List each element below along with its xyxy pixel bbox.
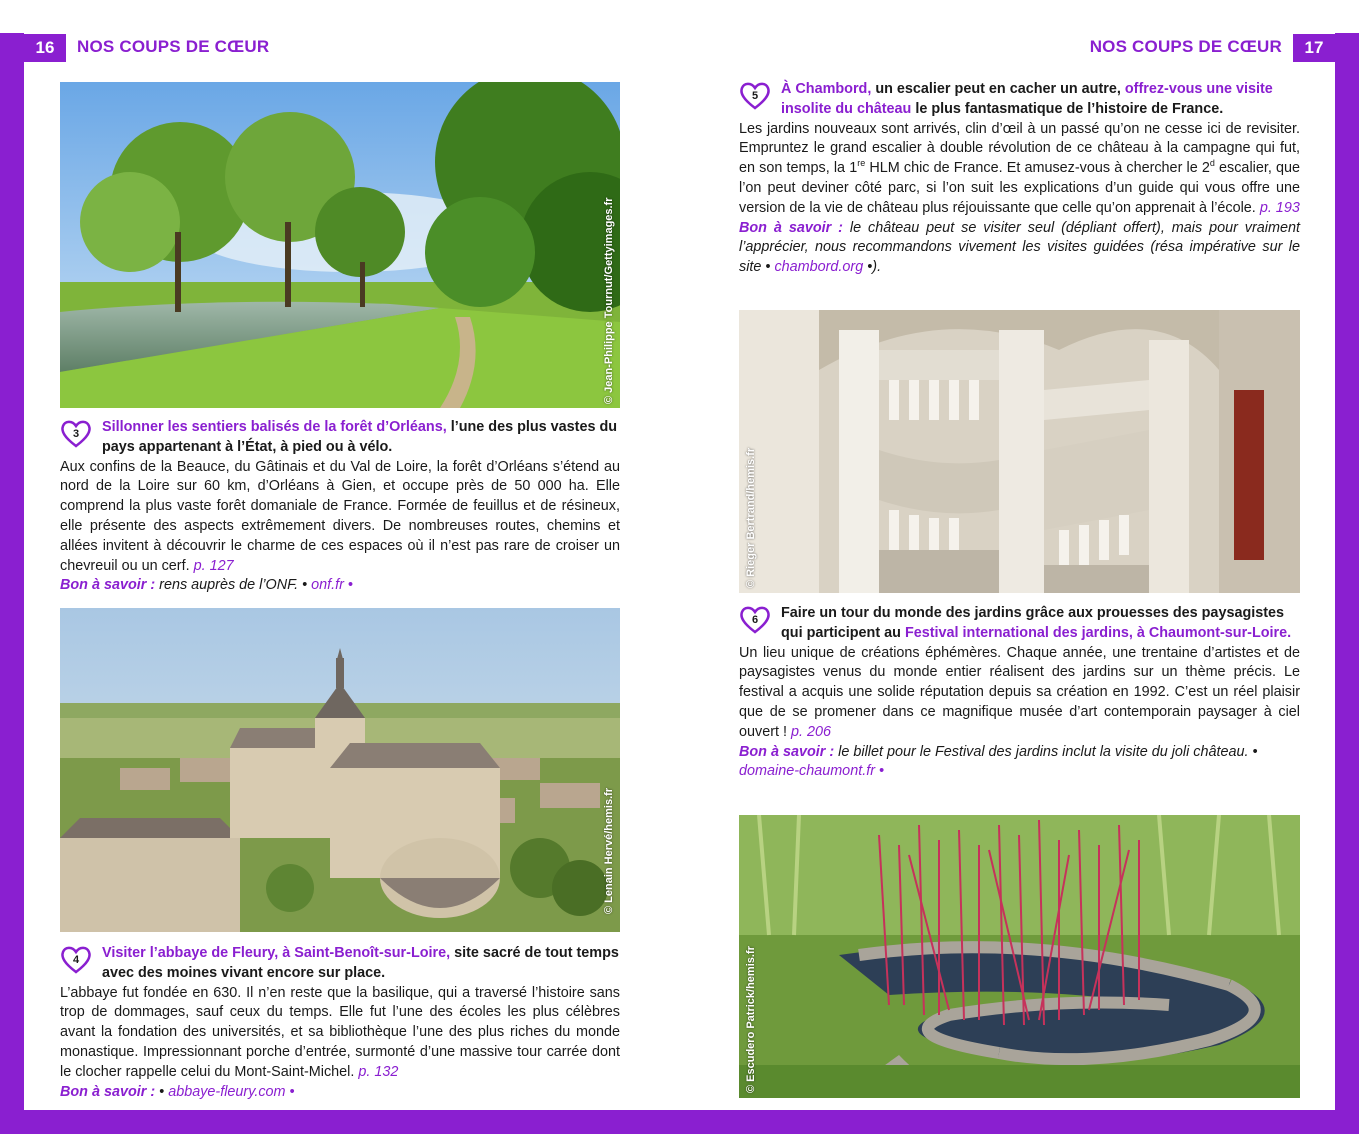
entry-3-heading: 3 Sillonner les sentiers balisés de la forêt d’Orléans, l’une des plus vastes du pays appartenant à l’État, à pied ou à vélo. [60, 418, 620, 458]
entry-5-body: Les jardins nouveaux sont arrivés, clin d’œil à un passé qu’on ne cesse ici de revisiter. Empruntez le grand escalier à double révolution de ce château à la campagne qui fut, en son temps, la 1re HLM chic de France. Et amusez-vous à chercher le 2$^d$ escalier, que l’on peut deviner côté parc, si l’on suit les explications d’un guide qui vous offre une version de la vie de château plus réjouissante que celle qu’on apprenait à l’école. p. 193 [739, 120, 1300, 216]
left-page-border [0, 33, 24, 1134]
entry-5-tip: Bon à savoir : le château peut se visiter seul (dépliant offert), mais pour vraiment l’apprécier, nous recommandons vivement les visites guidées (résa impérative sur le site • chambord.org •). [739, 219, 1300, 276]
garden-photo [739, 815, 1300, 1098]
entry-6-tip: Bon à savoir : le billet pour le Festival des jardins inclut la visite du joli château. • domaine-chaumont.fr • [739, 743, 1258, 780]
page-reference[interactable]: p. 193 [1259, 199, 1300, 216]
entry-4 [60, 944, 620, 1102]
entry-4-body: L’abbaye fut fondée en 630. Il n’en reste que la basilique, qui a traversé l’histoire sans trop de dommages, sauf ceux du temps. Elle fut l’une des écoles les plus célèbres avant la fondation des universités, et sa bibliothèque l’une des plus riches du monde monastique. Impressionnant porche d’entrée, surmonté d’une massive tour carrée dont le clocher rappelle celui du Mont-Saint-Michel. p. 132 [60, 984, 620, 1080]
running-head-left: NOS COUPS DE CŒUR [77, 37, 270, 56]
website-link[interactable]: abbaye-fleury.com [168, 1083, 286, 1100]
website-link[interactable]: onf.fr [311, 577, 344, 594]
page-number-right: 17 [1293, 34, 1335, 62]
right-page-border [1335, 33, 1359, 1134]
entry-4-tip: Bon à savoir : • abbaye-fleury.com • [60, 1083, 295, 1100]
entry-3 [60, 418, 620, 596]
photo-credit-canal: © Jean-Philippe Tournut/Gettyimages.fr [603, 197, 615, 404]
canal-landscape-image [60, 82, 620, 408]
entry-5-heading: 5 À Chambord, un escalier peut en cacher un autre, offrez-vous une visite insolite du château le plus fantasmatique de l’histoire de France. [739, 80, 1300, 120]
page-reference[interactable]: p. 127 [193, 557, 234, 574]
page-number-left: 16 [24, 34, 66, 62]
running-head-right: NOS COUPS DE CŒUR [1089, 37, 1282, 56]
abbey-photo [60, 608, 620, 932]
entry-4-heading: 4 Visiter l’abbaye de Fleury, à Saint-Benoît-sur-Loire, site sacré de tout temps avec des moines vivant encore sur place. [60, 944, 620, 984]
heart-number-icon: 3 [60, 418, 92, 448]
heart-number-icon: 4 [60, 944, 92, 974]
abbey-aerial-image [60, 608, 620, 932]
staircase-photo [739, 310, 1300, 593]
entry-5 [739, 80, 1300, 278]
bottom-page-border [0, 1110, 1359, 1134]
entry-6 [739, 604, 1300, 782]
photo-credit-staircase: © Rieger Bertrand/hemis.fr [745, 447, 757, 588]
heart-number-icon: 6 [739, 604, 771, 634]
page-reference[interactable]: p. 132 [358, 1063, 399, 1080]
page-reference[interactable]: p. 206 [791, 723, 832, 740]
chambord-staircase-image [739, 310, 1300, 593]
entry-6-heading: 6 Faire un tour du monde des jardins grâce aux prouesses des paysagistes qui participent au Festival international des jardins, à Chaumont-sur-Loire. [739, 604, 1300, 644]
heart-number-icon: 5 [739, 80, 771, 110]
photo-credit-abbey: © Lenain Hervé/hemis.fr [603, 787, 615, 914]
entry-3-body: Aux confins de la Beauce, du Gâtinais et du Val de Loire, la forêt d’Orléans s’étend au nord de la Loire sur 60 km, d’Orléans à Gien, et occupe près de 50 000 ha. Elle comprend la plus vaste forêt domaniale de France. Formée de feuillus et de résineux, elle présente des aspects extrêmement divers. De nombreuses routes, chemins et allées invitent à découvrir le charme de ces espaces où il n’est pas rare de croiser un chevreuil ou un cerf. p. 127 [60, 458, 620, 574]
website-link[interactable]: domaine-chaumont.fr [739, 763, 875, 780]
website-link[interactable]: chambord.org [774, 259, 864, 276]
page-top-margin [0, 0, 1359, 33]
photo-credit-garden: © Escudero Patrick/hemis.fr [745, 946, 757, 1093]
festival-garden-image [739, 815, 1300, 1098]
canal-photo [60, 82, 620, 408]
entry-6-body: Un lieu unique de créations éphémères. Chaque année, une trentaine d’artistes et de paysagistes venus du monde entier réalisent des jardins sur un thème précis. Le festival a acquis une solide réputation depuis sa création en 1992. C’est un réel plaisir que de se promener dans ce magnifique musée d’art contemporain paysager à ciel ouvert ! p. 206 [739, 644, 1300, 740]
entry-3-tip: Bon à savoir : rens auprès de l’ONF. • onf.fr • [60, 577, 353, 594]
